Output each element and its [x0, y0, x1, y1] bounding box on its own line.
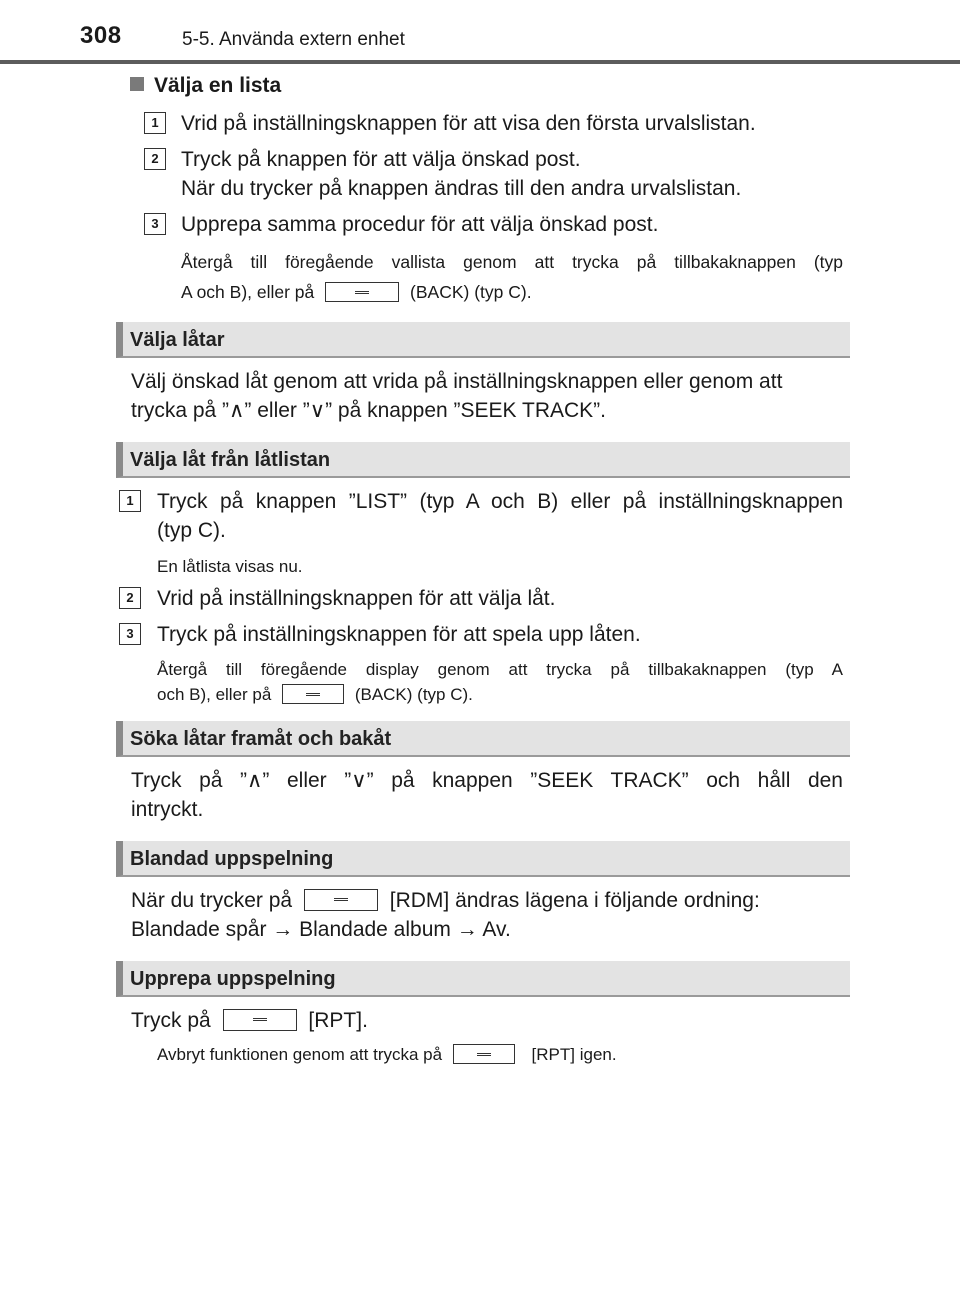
subsection-title-select-list: Välja en lista [130, 74, 281, 98]
songlist-step-1-line-1: Tryck på knappen ”LIST” (typ A och B) eller på inställningsknappen [157, 490, 843, 513]
songlist-step-2: Vrid på inställningsknappen för att välja låt. [157, 587, 556, 610]
songlist-note-2-line-2: och B), eller på (BACK) (typ C). [157, 685, 473, 704]
back-button-icon [282, 684, 344, 704]
page-number: 308 [80, 22, 122, 49]
step-number-2: 2 [144, 148, 166, 170]
seek-line-1: Tryck på ”∧” eller ”∨” på knappen ”SEEK TRACK” och håll den [131, 769, 843, 792]
square-bullet-icon [130, 77, 144, 91]
seek-line-2: intryckt. [131, 798, 204, 821]
header-divider [0, 60, 960, 64]
section-band-repeat: Upprepa uppspelning [116, 961, 850, 997]
step-number-3: 3 [119, 623, 141, 645]
random-line-2: Blandade spår → Blandade album → Av. [131, 918, 511, 941]
songs-line-2: trycka på ”∧” eller ”∨” på knappen ”SEEK TRACK”. [131, 399, 607, 422]
songlist-step-3: Tryck på inställningsknappen för att spela upp låten. [157, 623, 641, 646]
list-step-2-line-1: Tryck på knappen för att välja önskad post. [181, 148, 581, 171]
back-button-icon [325, 282, 399, 302]
page-header [0, 0, 960, 60]
songlist-note-1: En låtlista visas nu. [157, 557, 303, 576]
repeat-line-1: Tryck på [RPT]. [131, 1009, 368, 1032]
section-band-seek: Söka låtar framåt och bakåt [116, 721, 850, 757]
list-step-2-line-2: När du trycker på knappen ändras till den andra urvalslistan. [181, 177, 742, 200]
rpt-button-icon [453, 1044, 515, 1064]
section-band-random: Blandad uppspelning [116, 841, 850, 877]
step-number-2: 2 [119, 587, 141, 609]
section-band-select-songs: Välja låtar [116, 322, 850, 358]
step-number-1: 1 [119, 490, 141, 512]
list-note-line-1: Återgå till föregående vallista genom att trycka på tillbakaknappen (typ [181, 252, 843, 272]
section-band-song-list: Välja låt från låtlistan [116, 442, 850, 478]
songlist-step-1-line-2: (typ C). [157, 519, 226, 542]
list-step-1: Vrid på inställningsknappen för att visa den första urvalslistan. [181, 112, 756, 135]
rpt-button-icon [223, 1009, 297, 1031]
step-number-1: 1 [144, 112, 166, 134]
list-step-3: Upprepa samma procedur för att välja önskad post. [181, 213, 659, 236]
songlist-note-2-line-1: Återgå till föregående display genom att trycka på tillbakaknappen (typ A [157, 660, 843, 679]
chapter-title: 5-5. Använda extern enhet [182, 29, 405, 50]
random-line-1: När du trycker på [RDM] ändras lägena i följande ordning: [131, 889, 760, 912]
list-note-line-2: A och B), eller på (BACK) (typ C). [181, 282, 532, 302]
rdm-button-icon [304, 889, 378, 911]
step-number-3: 3 [144, 213, 166, 235]
songs-line-1: Välj önskad låt genom att vrida på inställningsknappen eller genom att [131, 370, 783, 393]
repeat-note: Avbryt funktionen genom att trycka på [RPT] igen. [157, 1045, 617, 1064]
